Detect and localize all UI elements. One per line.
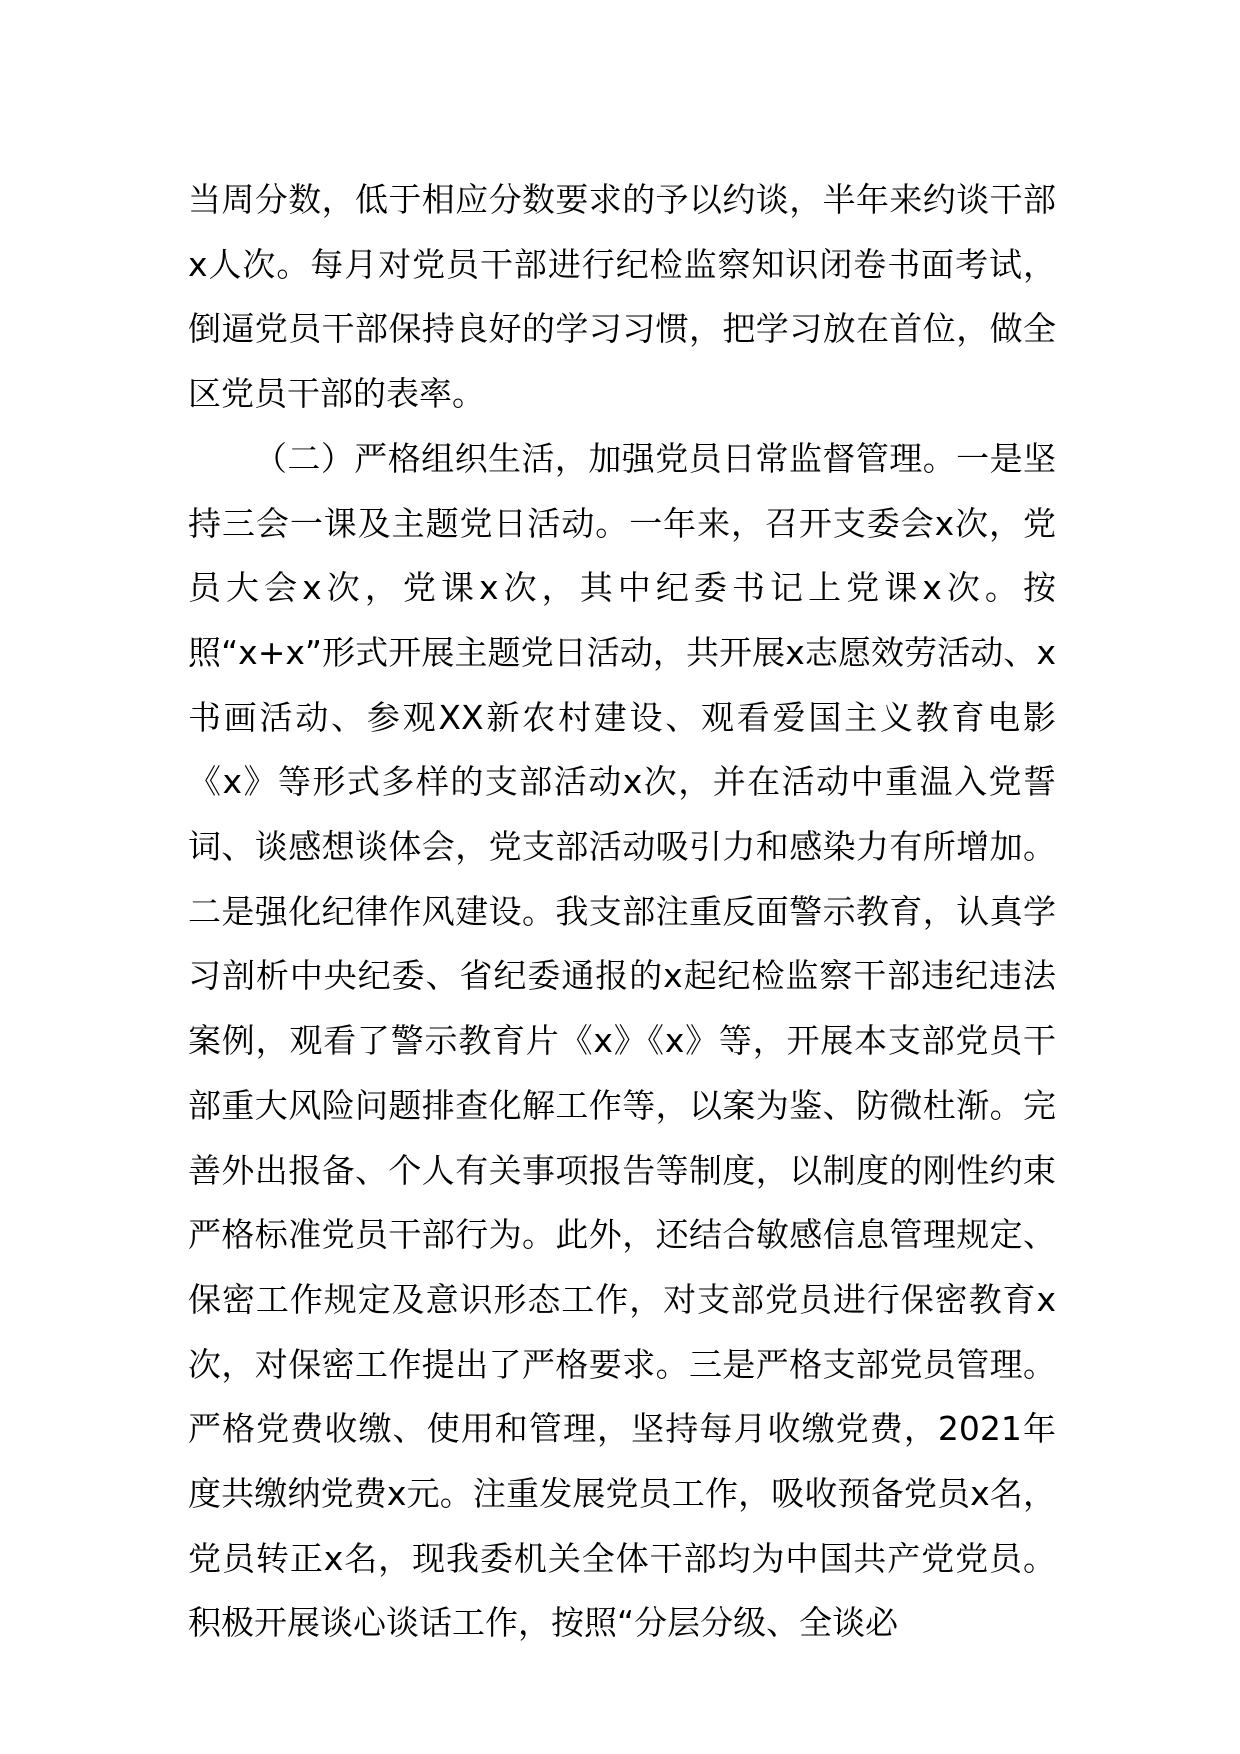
- paragraph-continued: 当周分数，低于相应分数要求的予以约谈，半年来约谈干部x人次。每月对党员干部进行纪检监察知识闭卷书面考试，倒逼党员干部保持良好的学习习惯，把学习放在首位，做全区党员干部的表率。: [188, 180, 1056, 414]
- document-page: [188, 168, 1056, 1656]
- paragraph-section-two: （二）严格组织生活，加强党员日常监督管理。一是坚持三会一课及主题党日活动。一年来，召开支委会x次，党员大会x次，党课x次，其中纪委书记上党课x次。按照“x+x”形式开展主题党日活动，共开展x志愿效劳活动、x书画活动、参观XX新农村建设、观看爱国主义教育电影《x》等形式多样的支部活动x次，并在活动中重温入党誓词、谈感想谈体会，党支部活动吸引力和感染力有所增加。二是强化纪律作风建设。我支部注重反面警示教育，认真学习剖析中央纪委、省纪委通报的x起纪检监察干部违纪违法案例，观看了警示教育片《x》《x》等，开展本支部党员干部重大风险问题排查化解工作等，以案为鉴、防微杜渐。完善外出报备、个人有关事项报告等制度，以制度的刚性约束严格标准党员干部行为。此外，还结合敏感信息管理规定、保密工作规定及意识形态工作，对支部党员进行保密教育x次，对保密工作提出了严格要求。三是严格支部党员管理。严格党费收缴、使用和管理，坚持每月收缴党费，2021年度共缴纳党费x元。注重发展党员工作，吸收预备党员x名，党员转正x名，现我委机关全体干部均为中国共产党党员。积极开展谈心谈话工作，按照“分层分级、全谈必: [188, 438, 1056, 1643]
